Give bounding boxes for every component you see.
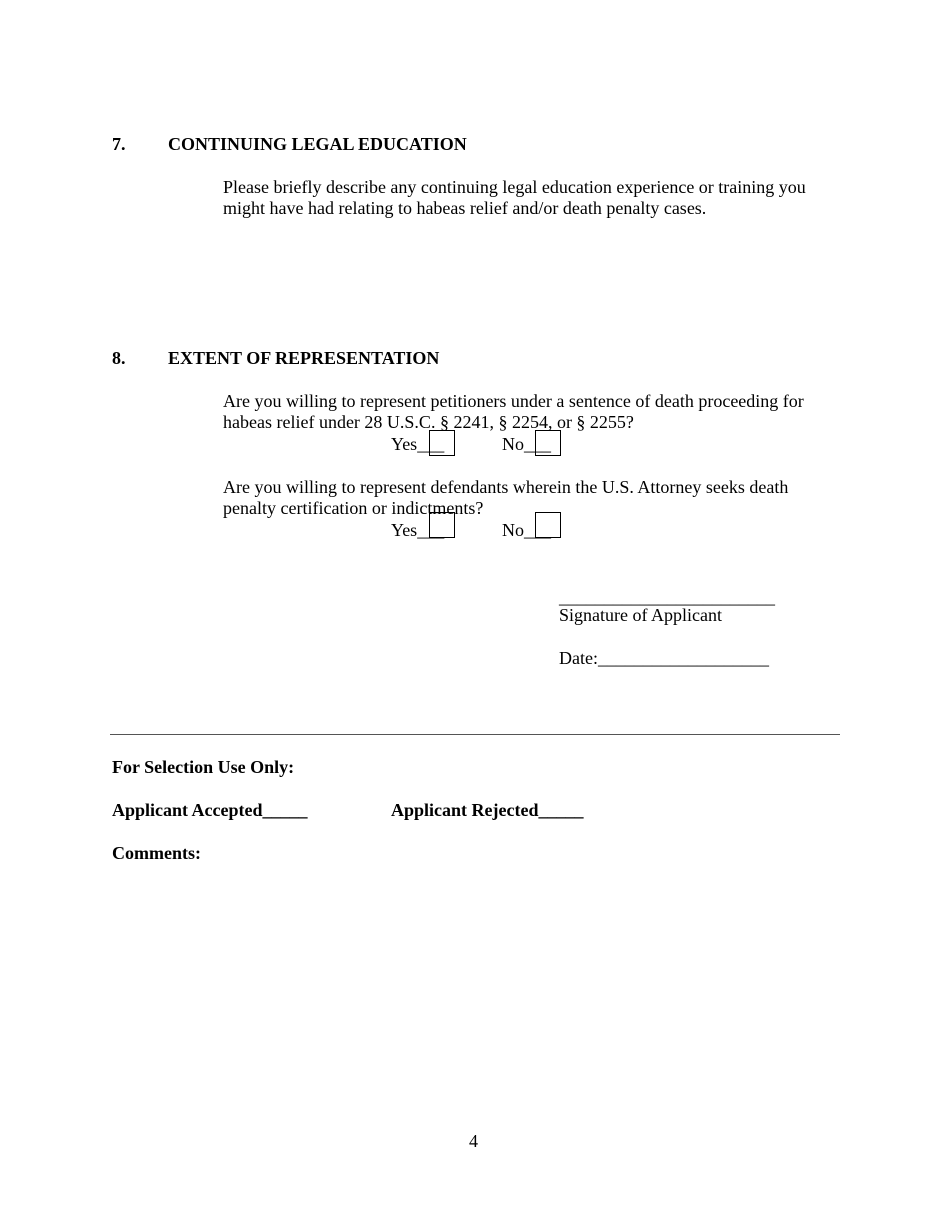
date-field[interactable]: Date:___________________ [559, 648, 769, 668]
section-7-title: CONTINUING LEGAL EDUCATION [168, 134, 467, 154]
section-7-prompt: Please briefly describe any continuing legal education experience or training you might have had relating to habeas relief and/or death penalty cases. [223, 177, 806, 218]
question-2-yes-label: Yes___ [391, 520, 445, 540]
question-1-no-label: No___ [502, 434, 551, 454]
question-1-text: Are you willing to represent petitioners under a sentence of death proceeding for habeas relief under 28 U.S.C. § 2241, § 2254, or § 2255? [223, 391, 804, 432]
applicant-rejected-field[interactable]: Applicant Rejected_____ [391, 800, 584, 820]
section-8-title: EXTENT OF REPRESENTATION [168, 348, 440, 368]
section-divider [110, 734, 840, 735]
signature-line[interactable]: ________________________ [559, 587, 775, 607]
selection-heading: For Selection Use Only: [112, 757, 295, 777]
question-2-no-label: No___ [502, 520, 551, 540]
comments-label: Comments: [112, 843, 201, 863]
question-1-no-checkbox[interactable] [535, 430, 561, 456]
section-7-number: 7. [112, 134, 126, 154]
question-2-text: Are you willing to represent defendants wherein the U.S. Attorney seeks death penalty certification or indictments? [223, 477, 789, 518]
question-1-yes-checkbox[interactable] [429, 430, 455, 456]
signature-label: Signature of Applicant [559, 605, 722, 625]
applicant-accepted-field[interactable]: Applicant Accepted_____ [112, 800, 308, 820]
question-1-yes-label: Yes___ [391, 434, 445, 454]
question-2-no-checkbox[interactable] [535, 512, 561, 538]
question-2-yes-checkbox[interactable] [429, 512, 455, 538]
section-8-number: 8. [112, 348, 126, 368]
page-number: 4 [469, 1131, 478, 1151]
